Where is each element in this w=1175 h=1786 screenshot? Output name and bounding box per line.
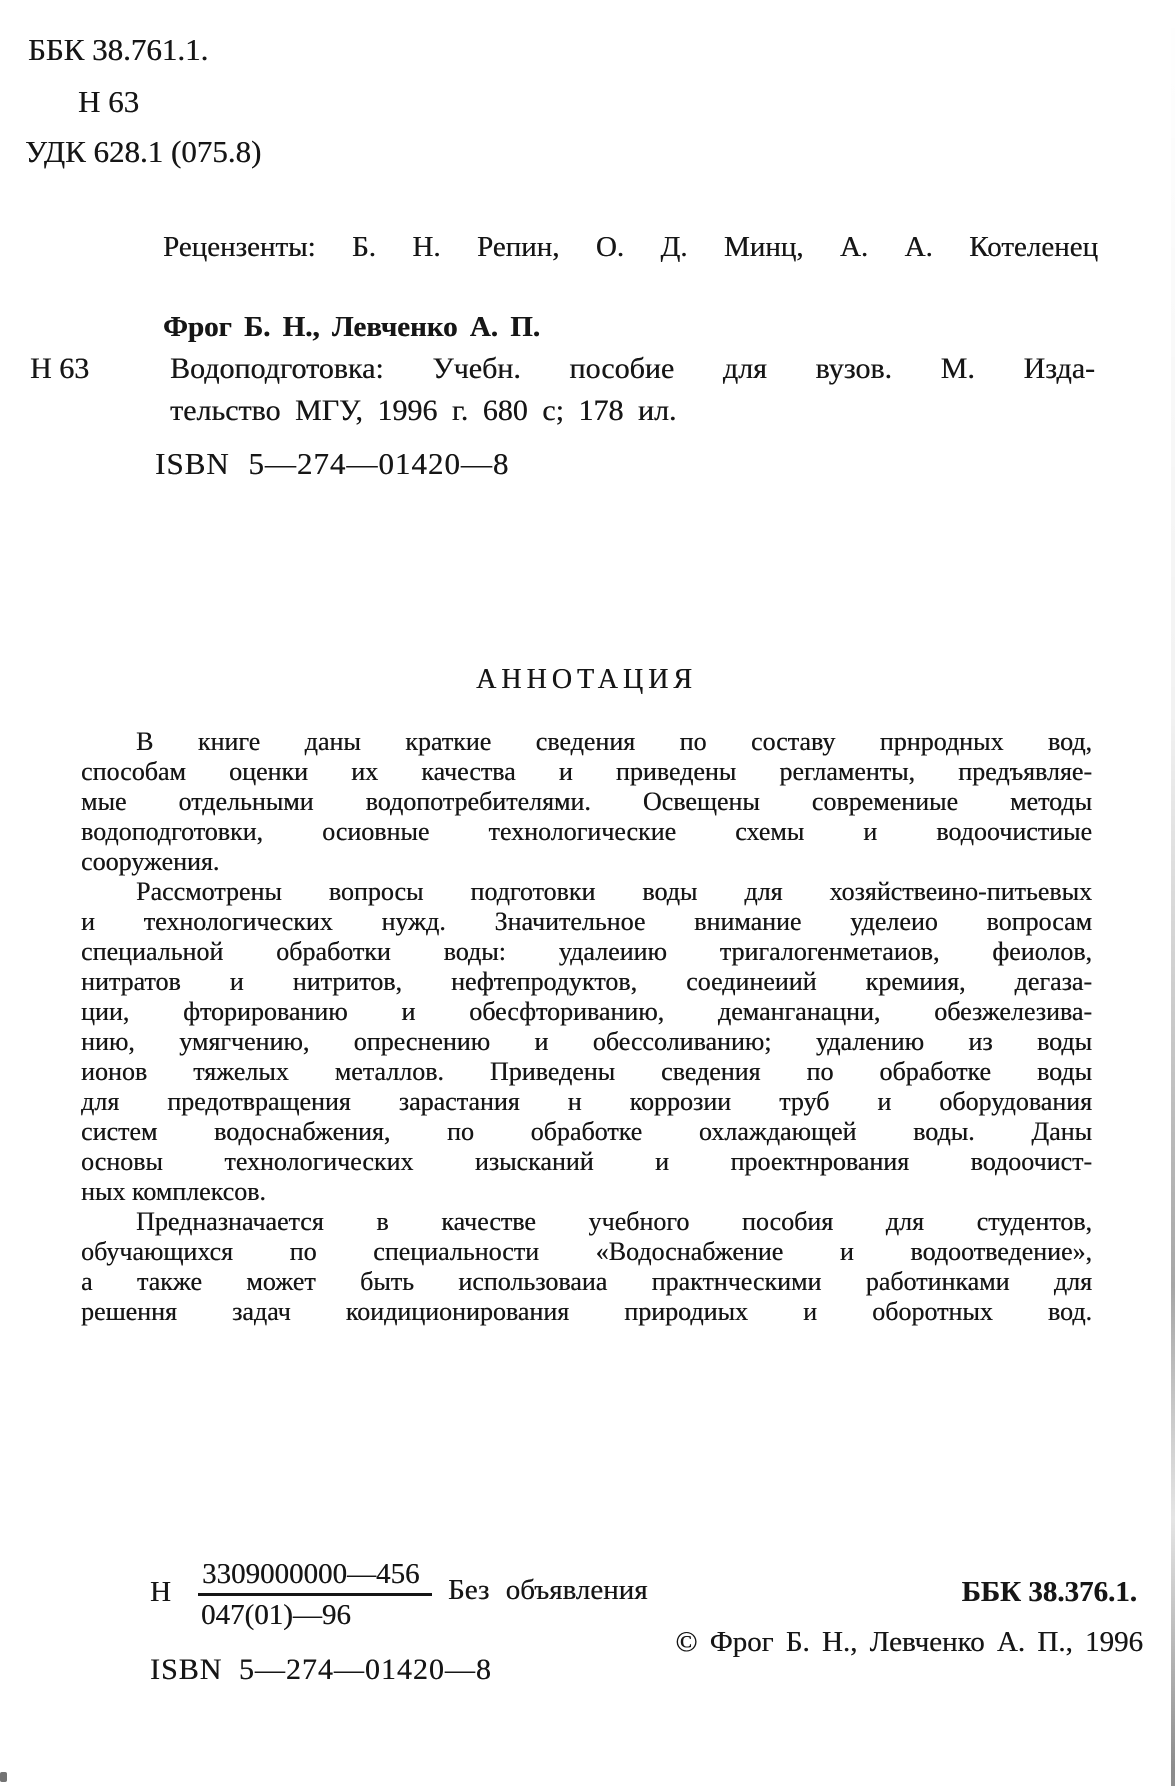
isbn-top: ISBN 5—274—01420—8: [155, 446, 510, 481]
bibliographic-line-2: тельство МГУ, 1996 г. 680 с; 178 ил.: [170, 394, 677, 427]
no-announcement-note: Без объявления: [448, 1574, 648, 1606]
annotation-line: сооружения.: [81, 847, 220, 876]
annotation-line: нию, умягчению, опреснению и обессоливанию; удалению из воды: [81, 1027, 1092, 1056]
udk-code: УДК 628.1 (075.8): [25, 134, 262, 169]
copyright-line: © Фрог Б. Н., Левченко А. П., 1996: [675, 1626, 1143, 1658]
reviewers-line: [163, 231, 1098, 264]
annotation-line: обучающихся по специальности «Водоснабжение и водоотведение»,: [81, 1237, 1092, 1266]
fraction-denominator: 047(01)—96: [201, 1599, 351, 1631]
annotation-line: основы технологических изысканий и проектнрования водоочист-: [81, 1147, 1092, 1176]
annotation-line: Предназначается в качестве учебного пособия для студентов,: [136, 1207, 1092, 1236]
annotation-line: водоподготовки, осиовные технологические схемы и водоочистиые: [81, 817, 1092, 846]
imprint-index-letter: Н: [150, 1576, 171, 1608]
catalog-index: Н 63: [30, 352, 90, 385]
annotation-body: [81, 727, 1092, 1327]
annotation-line: Рассмотрены вопросы подготовки воды для хозяйствеино-питьевых: [136, 877, 1092, 906]
annotation-heading: АННОТАЦИЯ: [476, 664, 697, 695]
annotation-line: для предотвращения зарастания н коррозии труб и оборудования: [81, 1087, 1092, 1116]
annotation-line: ных комплексов.: [81, 1177, 266, 1206]
publication-index-fraction: [198, 1558, 432, 1632]
isbn-bottom: ISBN 5—274—01420—8: [150, 1653, 492, 1686]
annotation-line: мые отдельными водопотребителями. Освещены современиые методы: [81, 787, 1092, 816]
annotation-line: решення задач коидиционирования природиых и оборотных вод.: [81, 1297, 1092, 1326]
annotation-line: а также может быть использоваиа практнческими работинками для: [81, 1267, 1092, 1296]
annotation-line: специальной обработки воды: удалеиию тригалогенметаиов, феиолов,: [81, 937, 1092, 966]
bbk-code-bottom: ББК 38.376.1.: [961, 1576, 1137, 1608]
fraction-numerator: 3309000000—456: [198, 1558, 432, 1596]
scan-speck-artifact: [0, 1772, 7, 1782]
annotation-line: способам оценки их качества и приведены регламенты, предъявляе-: [81, 757, 1092, 786]
annotation-line: В книге даны краткие сведения по составу прнродных вод,: [136, 727, 1092, 756]
annotation-line: нитратов и нитритов, нефтепродуктов, соединеиий кремиия, дегаза-: [81, 967, 1092, 996]
reviewers-text: Рецензенты: Б. Н. Репин, О. Д. Минц, А. А. Котеленец: [163, 231, 1098, 263]
annotation-line: ионов тяжелых металлов. Приведены сведения по обработке воды: [81, 1057, 1092, 1086]
annotation-line: систем водоснабжения, по обработке охлаждающей воды. Даны: [81, 1117, 1092, 1146]
annotation-line: ции, фторированию и обесфториванию, деманганацни, обезжелезива-: [81, 997, 1092, 1026]
bbk-code: ББК 38.761.1.: [28, 32, 209, 67]
author-index-code: Н 63: [78, 84, 140, 119]
annotation-line: и технологических нужд. Значительное внимание уделеио вопросам: [81, 907, 1092, 936]
authors-line: Фрог Б. Н., Левченко А. П.: [163, 311, 541, 343]
scan-edge-artifact: [1171, 0, 1175, 1786]
bibliographic-line-1: Водоподготовка: Учебн. пособие для вузов. М. Изда-: [170, 352, 1095, 385]
